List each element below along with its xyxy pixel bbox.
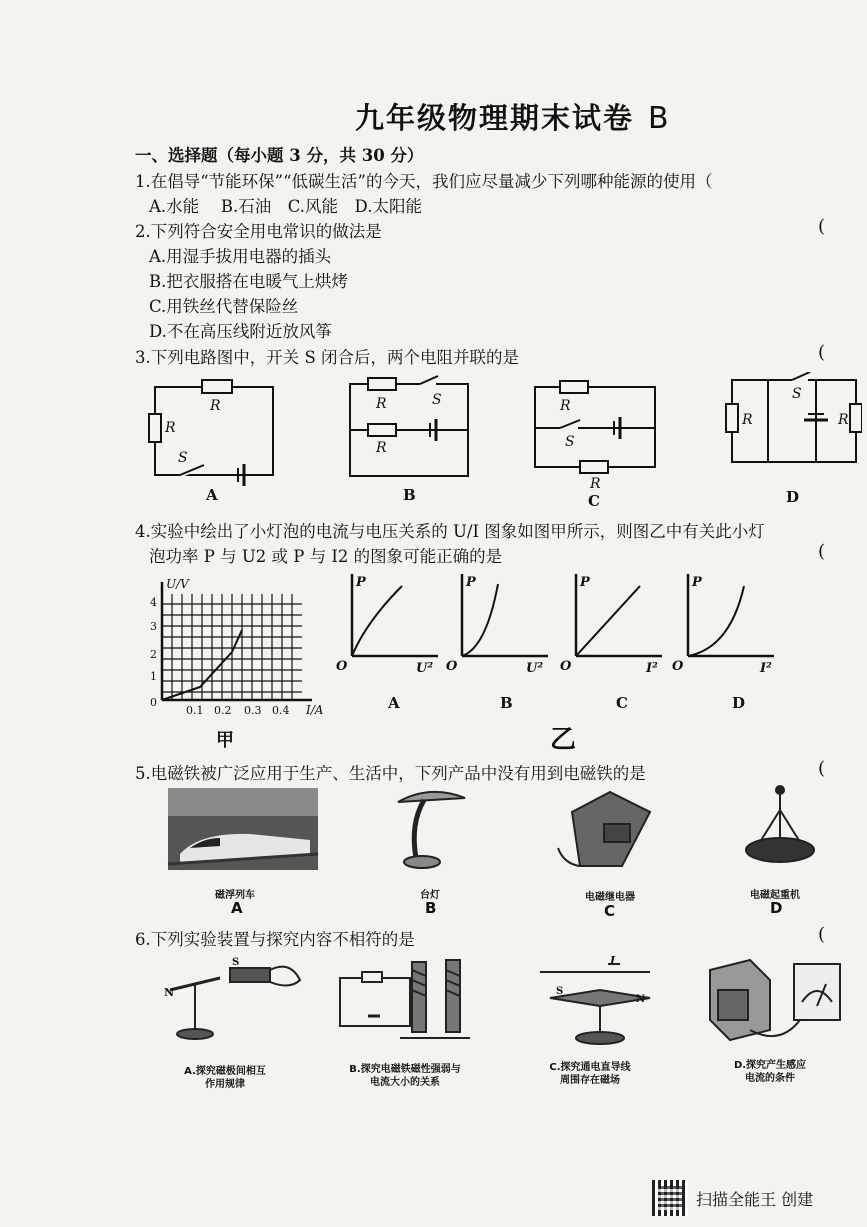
label-r-a2: R (165, 420, 176, 436)
q4-stem-line1: 4.实验中绘出了小灯泡的电流与电压关系的 U/I 图象如图甲所示，则图乙中有关此小灯 (135, 522, 765, 541)
resistor-c-top (560, 381, 588, 393)
q6-item-d-line2: 电流的条件 (745, 1073, 795, 1084)
q1-stem: 1.在倡导“节能环保”“低碳生活”的今天，我们应尽量减少下列哪种能源的使用（ (135, 172, 713, 191)
resistor-a-left (149, 414, 161, 442)
option-c-graph: C (616, 694, 628, 712)
resistor-b-mid (368, 424, 396, 436)
title-text: 九年级物理期末试卷 (355, 101, 635, 135)
caption-yi: 乙 (550, 725, 577, 755)
x-label-c: I² (646, 661, 658, 676)
o-label-c: O (560, 659, 572, 674)
label-r-c1: R (560, 398, 571, 414)
ui-grid (162, 594, 302, 700)
q3-answer-paren: ( (818, 342, 826, 363)
p-label-b: P (466, 575, 476, 590)
label-r-a1: R (210, 398, 221, 414)
q5-item-a-option: A (231, 899, 243, 917)
q3-circuit-diagrams (140, 372, 862, 512)
resistor-d-right (850, 404, 862, 432)
q5-item-c-name: 电磁继电器 (585, 892, 635, 903)
label-s-a6: S (232, 957, 240, 968)
title-mark: B (648, 101, 671, 136)
circuit-a (149, 380, 273, 504)
label-s-b: S (432, 392, 442, 408)
ui-y-tick-2: 2 (150, 648, 157, 661)
q3-stem: 3.下列电路图中，开关 S 闭合后，两个电阻并联的是 (135, 348, 520, 367)
p-label-d: P (692, 575, 702, 590)
q6-item-c-line1: C.探究通电直导线 (549, 1062, 631, 1073)
ui-x-tick-3: 0.3 (244, 704, 262, 717)
q5-answer-paren: ( (818, 758, 826, 779)
label-n-c6: N (636, 994, 646, 1005)
apparatus-c (540, 954, 650, 1044)
label-s-c6: S (556, 986, 564, 997)
q2-stem: 2.下列符合安全用电常识的做法是 (135, 222, 382, 241)
label-s-d: S (792, 386, 802, 402)
ui-y-tick-3: 3 (150, 620, 157, 633)
q5-item-b-name: 台灯 (420, 890, 440, 901)
circuit-c (535, 381, 655, 510)
crane-magnet-image (746, 786, 814, 862)
maglev-train-image (168, 788, 318, 870)
option-b-graph: B (500, 694, 513, 712)
label-i-c: I (610, 954, 616, 967)
ui-x-tick-2: 0.2 (214, 704, 232, 717)
option-a-label: A (206, 486, 218, 504)
q5-item-d-name: 电磁起重机 (750, 890, 800, 901)
section-heading: 一、选择题（每小题 3 分，共 30 分） (135, 146, 424, 165)
label-r-c2: R (590, 476, 601, 492)
q4-answer-paren: ( (818, 541, 826, 562)
o-label-a: O (336, 659, 348, 674)
resistor-a-top (202, 380, 232, 393)
x-label-d: I² (760, 661, 772, 676)
telephone-image (558, 792, 650, 866)
qr-code-icon (652, 1180, 688, 1216)
q6-item-b-line1: B.探究电磁铁磁性强弱与 (349, 1064, 461, 1075)
q5-product-images (160, 784, 860, 884)
q1-options: A.水能 B.石油 C.风能 D.太阳能 (149, 197, 422, 216)
apparatus-a (164, 957, 300, 1039)
q6-answer-paren: ( (818, 924, 826, 945)
apparatus-d (710, 960, 840, 1040)
circuit-d (726, 372, 862, 506)
p-label-c: P (580, 575, 590, 590)
ui-y-tick-4: 4 (150, 596, 157, 609)
resistor-b-top (368, 378, 396, 390)
q2-option-a: A.用湿手拔用电器的插头 (149, 247, 332, 266)
label-r-b1: R (376, 396, 387, 412)
q2-option-c: C.用铁丝代替保险丝 (149, 297, 299, 316)
p-graph-a (336, 574, 438, 712)
ui-origin: 0 (150, 696, 157, 709)
label-r-d2: R (838, 412, 849, 428)
o-label-d: O (672, 659, 684, 674)
q6-item-d-line1: D.探究产生感应 (733, 1060, 807, 1071)
q5-item-d-option: D (770, 899, 783, 917)
resistor-c-bottom (580, 461, 608, 473)
p-graph-b (446, 574, 548, 712)
ui-x-tick-4: 0.4 (272, 704, 290, 717)
ui-x-label: I/A (306, 703, 324, 717)
ui-x-tick-1: 0.1 (186, 704, 204, 717)
q5-stem: 5.电磁铁被广泛应用于生产、生活中，下列产品中没有用到电磁铁的是 (135, 764, 646, 783)
ui-y-label: U/V (166, 577, 189, 591)
q6-item-b-line2: 电流大小的关系 (370, 1077, 440, 1088)
label-n-a: N (164, 986, 175, 999)
ui-graph (150, 577, 324, 751)
circuit-b (350, 376, 468, 504)
q2-option-b: B.把衣服搭在电暖气上烘烤 (149, 272, 348, 291)
label-r-d1: R (742, 412, 753, 428)
option-a-graph: A (388, 694, 400, 712)
q5-item-a-name: 磁浮列车 (215, 890, 255, 901)
q6-item-c-line2: 周围存在磁场 (560, 1075, 620, 1086)
x-label-a: U² (416, 661, 434, 676)
label-s-a: S (178, 450, 188, 466)
q6-stem: 6.下列实验装置与探究内容不相符的是 (135, 930, 415, 949)
watermark-text: 扫描全能王 创建 (696, 1189, 814, 1209)
option-d-graph: D (732, 694, 746, 712)
q5-item-b-option: B (425, 899, 437, 917)
label-r-b2: R (376, 440, 387, 456)
q2-answer-paren: ( (818, 216, 826, 237)
q6-apparatus-images (150, 950, 860, 1060)
q4-graphs (140, 572, 862, 762)
q2-option-d: D.不在高压线附近放风筝 (149, 322, 332, 341)
resistor-d-left (726, 404, 738, 432)
q5-item-c-option: C (604, 902, 616, 920)
option-b-label: B (403, 486, 416, 504)
desk-lamp-image (398, 792, 465, 868)
q4-stem-line2: 泡功率 P 与 U2 或 P 与 I2 的图象可能正确的是 (149, 547, 503, 566)
p-label-a: P (356, 575, 366, 590)
label-s-c: S (565, 434, 575, 450)
page-title (355, 96, 671, 137)
q6-item-a-line1: A.探究磁极间相互 (184, 1066, 266, 1077)
apparatus-b (340, 960, 470, 1038)
ui-y-tick-1: 1 (150, 670, 157, 683)
o-label-b: O (446, 659, 458, 674)
caption-jia: 甲 (216, 730, 234, 751)
x-label-b: U² (526, 661, 544, 676)
p-graph-c (560, 574, 662, 712)
q6-item-a-line2: 作用规律 (205, 1079, 245, 1090)
switch-a (180, 465, 204, 475)
option-d-label: D (786, 488, 800, 506)
option-c-label: C (588, 492, 600, 510)
p-graph-d (672, 574, 774, 712)
scanner-watermark (652, 1180, 813, 1216)
